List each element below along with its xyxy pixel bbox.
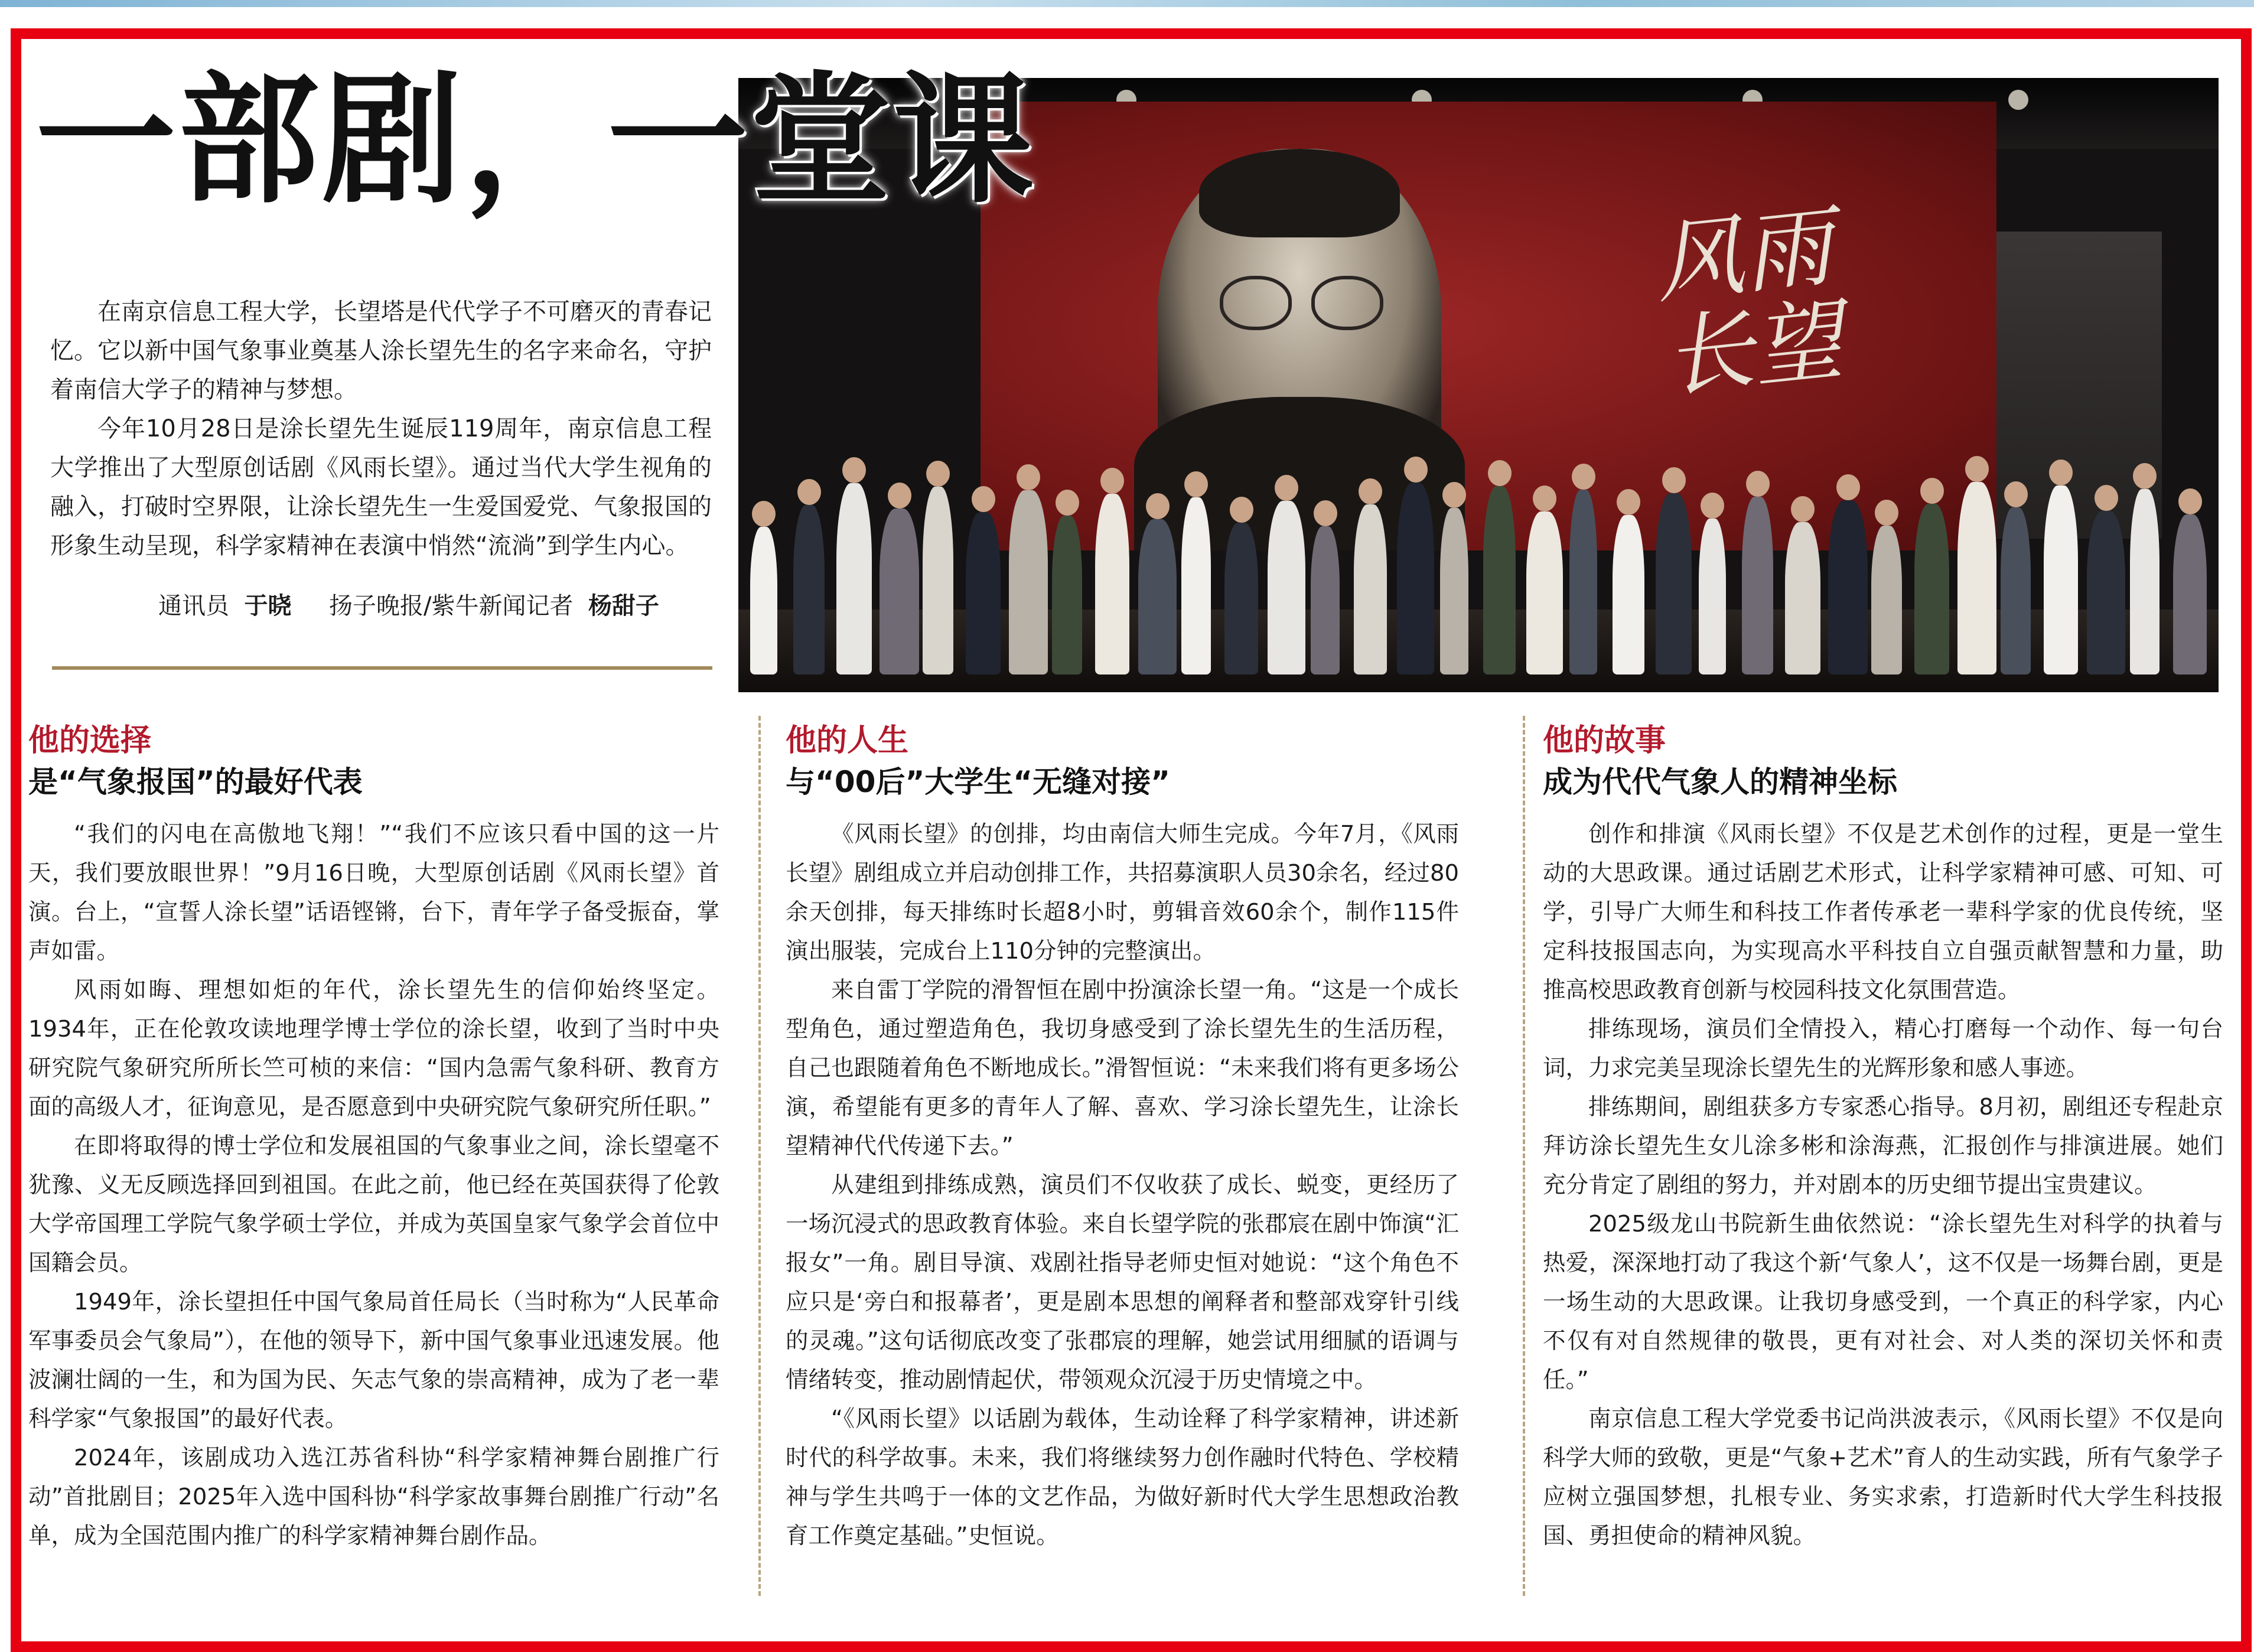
byline-name: 于晓	[244, 592, 292, 620]
cast-member-figure	[1613, 515, 1644, 675]
cast-member-head	[1965, 456, 1989, 482]
cast-member-figure	[2044, 486, 2078, 675]
cast-member-head	[1404, 457, 1428, 483]
body-paragraph: 创作和排演《风雨长望》不仅是艺术创作的过程，更是一堂生动的大思政课。通过话剧艺术形式，让科学家精神可感、可知、可学，引导广大师生和科技工作者传承老一辈科学家的优良传统，坚定科技报国志向，为实现高水平科技自立自强贡献智慧和力量，助推高校思政教育创新与校园科技文化氛围营造。	[1543, 821, 2223, 1003]
section-body	[1543, 815, 2223, 1556]
cast-member-head	[1572, 464, 1595, 490]
cast-member-head	[1017, 464, 1040, 490]
cast-member-figure	[880, 509, 919, 675]
cast-member-head	[1533, 486, 1556, 511]
cast-member-head	[2095, 485, 2118, 511]
cast-member-head	[2133, 463, 2157, 489]
portrait-glasses-left	[1220, 276, 1292, 330]
cast-member-head	[1230, 497, 1253, 523]
body-paragraph: 南京信息工程大学党委书记尚洪波表示，《风雨长望》不仅是向科学大师的致敬，更是“气象+艺术”育人的生动实践，所有气象学子应树立强国梦想，扎根专业、务实求索，打造新时代大学生科技报国、勇担使命的精神风貌。	[1543, 1406, 2223, 1549]
byline-name: 杨甜子	[588, 592, 659, 620]
body-paragraph: “《风雨长望》以话剧为载体，生动诠释了科学家精神，讲述新时代的科学故事。未来，我们将继续努力创作融时代特色、学校精神与学生共鸣于一体的文艺作品，为做好新时代大学生思想政治教育工作奠定基础。”史恒说。	[786, 1406, 1459, 1549]
cast-member-figure	[1397, 483, 1434, 675]
cast-member-head	[1662, 467, 1686, 493]
cast-member-head	[1442, 482, 1466, 508]
portrait-glasses-right	[1311, 276, 1383, 330]
section-body	[28, 815, 719, 1556]
cast-member-figure	[923, 487, 953, 675]
body-paragraph: 2024年，该剧成功入选江苏省科协“科学家精神舞台剧推广行动”首批剧目；2025年入选中国科协“科学家故事舞台剧推广行动”名单，成为全国范围内推广的科学家精神舞台剧作品。	[28, 1445, 719, 1549]
cast-member-figure	[966, 512, 1001, 675]
cast-member-figure	[1656, 493, 1692, 675]
cast-member-head	[1488, 460, 1512, 486]
column-divider	[1523, 716, 1525, 1596]
body-paragraph: 风雨如晦、理想如炬的年代，涂长望先生的信仰始终坚定。1934年，正在伦敦攻读地理学博士学位的涂长望，收到了当时中央研究院气象研究所所长竺可桢的来信：“国内急需气象科研、教育方面的高级人才，征询意见，是否愿意到中央研究院气象研究所任职。”	[28, 977, 719, 1120]
cast-member-head	[1100, 468, 1124, 494]
cast-member-head	[797, 479, 821, 505]
cast-member-head	[1791, 496, 1815, 522]
cast-member-figure	[1526, 511, 1563, 675]
cast-member-figure	[2130, 489, 2159, 675]
cast-member-head	[972, 486, 995, 512]
body-paragraph: 在即将取得的博士学位和发展祖国的气象事业之间，涂长望毫不犹豫、义无反顾选择回到祖国。在此之前，他已经在英国获得了伦敦大学帝国理工学院气象学硕士学位，并成为英国皇家气象学会首位中国籍会员。	[28, 1133, 719, 1276]
body-paragraph: 排练现场，演员们全情投入，精心打磨每一个动作、每一句台词，力求完美呈现涂长望先生的光辉形象和感人事迹。	[1543, 1016, 2223, 1081]
cast-member-figure	[1311, 526, 1340, 675]
cast-member-head	[1146, 493, 1170, 519]
cast-member-figure	[1095, 494, 1129, 675]
cast-member-figure	[1440, 508, 1468, 675]
section-subhead: 成为代代气象人的精神坐标	[1543, 765, 1897, 799]
cast-member-figure	[1957, 482, 1996, 675]
portrait-hair	[1199, 149, 1400, 237]
column-his-story	[1543, 722, 2223, 1556]
body-paragraph: 排练期间，剧组获多方专家悉心指导。8月初，剧组还专程赴京拜访涂长望先生女儿涂多彬和涂海燕，汇报创作与排演进展。她们充分肯定了剧组的努力，并对剧本的历史细节提出宝贵建议。	[1543, 1094, 2223, 1198]
cast-member-head	[2178, 488, 2202, 514]
cast-member-head	[1836, 474, 1860, 500]
cast-member-figure	[1914, 504, 1949, 675]
cast-member-figure	[1742, 497, 1773, 675]
cast-member-head	[1359, 478, 1382, 504]
cast-member-head	[1701, 493, 1724, 519]
section-kicker: 他的故事	[1543, 722, 1666, 758]
cast-member-head	[1056, 490, 1079, 516]
cast-member-figure	[1828, 500, 1868, 675]
byline-role: 通讯员	[158, 592, 229, 620]
cast-member-head	[1875, 500, 1898, 526]
cast-member-figure	[1268, 501, 1305, 675]
section-subhead: 与“00后”大学生“无缝对接”	[786, 765, 1171, 799]
cast-member-figure	[750, 527, 777, 675]
body-paragraph: 2025级龙山书院新生曲依然说：“涂长望先生对科学的执着与热爱，深深地打动了我这个新‘气象人’，这不仅是一场舞台剧，更是一场生动的大思政课。让我切身感受到，一个真正的科学家，内心不仅有对自然规律的敬畏，更有对社会、对人类的深切关怀和责任。”	[1543, 1211, 2223, 1393]
column-his-life	[786, 722, 1459, 1556]
backdrop-calligraphy: 风雨长望	[1650, 195, 1847, 410]
column-divider	[758, 716, 761, 1596]
body-paragraph: 来自雷丁学院的滑智恒在剧中扮演涂长望一角。“这是一个成长型角色，通过塑造角色，我切身感受到了涂长望先生的生活历程，自己也跟随着角色不断地成长。”滑智恒说：“未来我们将有更多场公演，希望能有更多的青年人了解、喜欢、学习涂长望先生，让涂长望精神代代传递下去。”	[786, 977, 1459, 1159]
cast-member-head	[1275, 475, 1298, 501]
intro-paragraph: 在南京信息工程大学，长望塔是代代学子不可磨灭的青春记忆。它以新中国气象事业奠基人涂长望先生的名字来命名，守护着南信大学子的精神与梦想。	[50, 298, 712, 403]
section-body	[786, 815, 1459, 1556]
cast-member-figure	[1138, 519, 1177, 675]
cast-member-figure	[1483, 486, 1516, 675]
cast-member-figure	[1699, 519, 1726, 675]
body-paragraph: 1949年，涂长望担任中国气象局首任局长（当时称为“人民革命军事委员会气象局”），在他的领导下，新中国气象事业迅速发展。他波澜壮阔的一生，和为国为民、矢志气象的崇高精神，成为了老一辈科学家“气象报国”的最好代表。	[28, 1289, 719, 1432]
cast-member-figure	[1569, 490, 1597, 675]
top-color-strip	[0, 0, 2254, 7]
cast-member-figure	[1224, 523, 1258, 675]
cast-member-head	[2049, 460, 2073, 486]
cast-member-figure	[2173, 514, 2207, 675]
cast-member-head	[2004, 481, 2028, 507]
column-his-choice	[28, 722, 719, 1556]
cast-member-figure	[1871, 526, 1902, 675]
cast-member-head	[1314, 500, 1337, 526]
gold-divider	[52, 666, 712, 670]
stage-light	[2008, 90, 2028, 110]
cast-member-figure	[1009, 490, 1048, 675]
cast-members	[738, 409, 2219, 692]
body-paragraph: “我们的闪电在高傲地飞翔！”“我们不应该只看中国的这一片天，我们要放眼世界！”9月16日晚，大型原创话剧《风雨长望》首演。台上，“宣誓人涂长望”话语铿锵，台下，青年学子备受振奋，掌声如雷。	[28, 821, 719, 965]
headline: 一部剧，一堂课	[35, 59, 1036, 223]
cast-member-head	[1617, 489, 1640, 515]
cast-member-head	[1920, 478, 1944, 504]
body-paragraph: 从建组到排练成熟，演员们不仅收获了成长、蜕变，更经历了一场沉浸式的思政教育体验。来自长望学院的张郡宸在剧中饰演“汇报女”一角。剧目导演、戏剧社指导老师史恒对她说：“这个角色不应只是‘旁白和报幕者’，更是剧本思想的阐释者和整部戏穿针引线的灵魂。”这句话彻底改变了张郡宸的理解，她尝试用细腻的语调与情绪转变，推动剧情起伏，带领观众沉浸于历史情境之中。	[786, 1172, 1459, 1393]
cast-member-head	[752, 501, 776, 527]
cast-member-figure	[1785, 522, 1820, 675]
cast-member-figure	[2087, 511, 2125, 675]
cast-member-figure	[2001, 507, 2031, 675]
cast-member-figure	[1181, 497, 1211, 675]
cast-member-head	[926, 461, 950, 487]
cast-member-figure	[836, 483, 872, 675]
cast-member-head	[1746, 471, 1770, 497]
cast-member-head	[888, 483, 911, 509]
byline-role: 扬子晚报/紫牛新闻记者	[329, 592, 574, 620]
cast-member-head	[1184, 471, 1208, 497]
cast-member-figure	[1052, 516, 1082, 675]
section-kicker: 他的人生	[786, 722, 909, 758]
section-subhead: 是“气象报国”的最好代表	[28, 765, 363, 799]
byline	[158, 588, 659, 624]
cast-member-head	[842, 457, 866, 483]
intro-block	[50, 292, 712, 565]
intro-paragraph: 今年10月28日是涂长望先生诞辰119周年，南京信息工程大学推出了大型原创话剧《风雨长望》。通过当代大学生视角的融入，打破时空界限，让涂长望先生一生爱国爱党、气象报国的形象生动呈现，科学家精神在表演中悄然“流淌”到学生内心。	[50, 415, 712, 559]
body-paragraph: 《风雨长望》的创排，均由南信大师生完成。今年7月，《风雨长望》剧组成立并启动创排工作，共招募演职人员30余名，经过80余天创排，每天排练时长超8小时，剪辑音效60余个，制作115件演出服装，完成台上110分钟的完整演出。	[786, 821, 1459, 965]
cast-member-figure	[793, 505, 825, 675]
section-kicker: 他的选择	[28, 722, 152, 758]
cast-member-figure	[1354, 504, 1387, 675]
